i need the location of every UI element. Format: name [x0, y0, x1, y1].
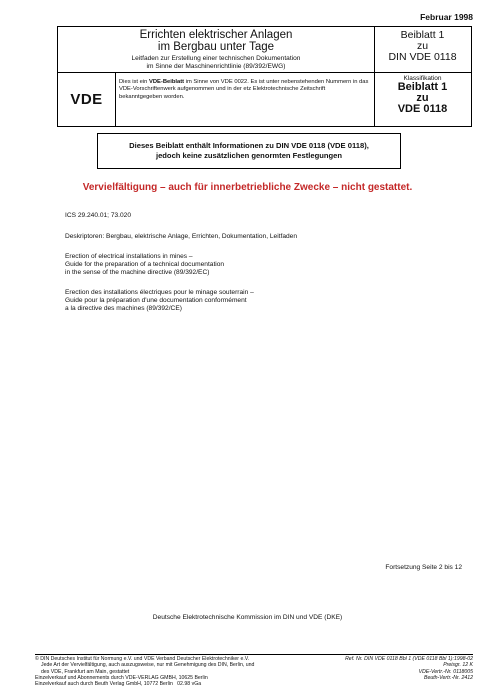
classification: [374, 75, 471, 115]
classification-line-1: Beiblatt 1: [397, 81, 448, 93]
info-line-2: jedoch keine zusätzlichen genormten Festlegungen: [155, 151, 343, 160]
footer-left-line-1: © DIN Deutsches Institut für Normung e.V. und VDE Verband Deutscher Elektrotechniker e.V.: [35, 656, 250, 662]
vde-logo: [58, 72, 115, 127]
english-line-3: in the sense of the machine directive (89/392/EC): [65, 269, 210, 276]
english-title: [65, 253, 465, 277]
info-line-1: Dieses Beiblatt enthält Informationen zu DIN VDE 0118 (VDE 0118),: [129, 141, 369, 150]
vde-logo-text: VDE: [70, 91, 103, 108]
subtitle-line-1: Leitfaden zur Erstellung einer technischen Dokumentation: [131, 55, 301, 62]
doc-line-3: DIN VDE 0118: [388, 51, 457, 63]
classification-line-3: VDE 0118: [397, 103, 448, 115]
intro-text: [119, 79, 369, 101]
title-line-1: Errichten elektrischer Anlagen: [139, 29, 293, 41]
footer-right-line-3: VDE-Vertr.-Nr. 0118005: [418, 668, 473, 675]
footer-left-line-2: Jede Art der Vervielfältigung, auch auszugsweise, nur mit Genehmigung des DIN, Berlin, und: [41, 662, 255, 669]
doc-line-1: Beiblatt 1: [400, 29, 445, 41]
classification-label: Klassifikation: [403, 75, 442, 82]
english-line-1: Erection of electrical installations in mines –: [65, 253, 193, 260]
descriptors: Deskriptoren: Bergbau, elektrische Anlage, Errichten, Dokumentation, Leitfaden: [65, 233, 298, 240]
classification-line-2: zu: [416, 92, 429, 104]
continuation-note: Fortsetzung Seite 2 bis 12: [385, 564, 462, 571]
document-title: [58, 29, 374, 71]
intro-rest: im Sinne von VDE 0022. Es ist unter nebenstehenden Nummern in das VDE-Vorschriftenwerk aufgenommen und in der etz Elektrotechnische Zeitschrift bekanntgegeben worden.: [119, 79, 369, 100]
reproduction-warning: Vervielfältigung – auch für innerbetriebliche Zwecke – nicht gestattet.: [82, 182, 413, 193]
document-number: [374, 30, 471, 63]
title-line-2: im Bergbau unter Tage: [157, 41, 275, 53]
doc-line-2: zu: [416, 40, 429, 52]
footer-reference: [303, 656, 473, 681]
french-line-2: Guide pour la préparation d'une documentation conformément: [65, 297, 247, 304]
header-table: [57, 26, 472, 127]
issue-date: Februar 1998: [420, 12, 473, 22]
footer-left-line-5-text: Einzelverkauf auch durch Beuth Verlag GmbH, 10772 Berlin: [35, 681, 173, 688]
committee-name: Deutsche Elektrotechnische Kommission im DIN und VDE (DKE): [152, 614, 343, 621]
footer-right-line-2: Preisgr. 12 K: [443, 662, 473, 669]
footer-copyright: [35, 656, 320, 687]
intro-prefix: Dies ist ein: [119, 79, 149, 85]
footer-left-line-5-code: 02.98 vGa: [177, 681, 202, 688]
footer-right-line-4: Beuth-Vertr.-Nr. 2412: [423, 674, 473, 681]
french-line-3: a la directive des machines (89/392/CE): [65, 305, 182, 312]
french-line-1: Erection des installations électriques pour le minage souterrain –: [65, 289, 254, 296]
footer-left-line-5: [35, 681, 320, 687]
info-box: [97, 133, 401, 169]
footer-right-line-1: Ref. Nr. DIN VDE 0118 Bbl 1 (VDE 0118 Bbl 1):1998-02: [345, 656, 473, 662]
intro-bold: VDE-Beiblatt: [148, 79, 185, 85]
footer-left-line-4: Einzelverkauf und Abonnements durch VDE-VERLAG GMBH, 10625 Berlin: [35, 674, 208, 681]
subtitle-line-2: im Sinne der Maschinenrichtlinie (89/392/EWG): [146, 63, 286, 70]
french-title: [65, 289, 465, 313]
ics-code: ICS 29.240.01; 73.020: [65, 212, 131, 219]
footer-left-line-3: des VDE, Frankfurt am Main, gestattet: [41, 668, 130, 675]
english-line-2: Guide for the preparation of a technical documentation: [65, 261, 225, 268]
footer-divider: [35, 654, 473, 655]
